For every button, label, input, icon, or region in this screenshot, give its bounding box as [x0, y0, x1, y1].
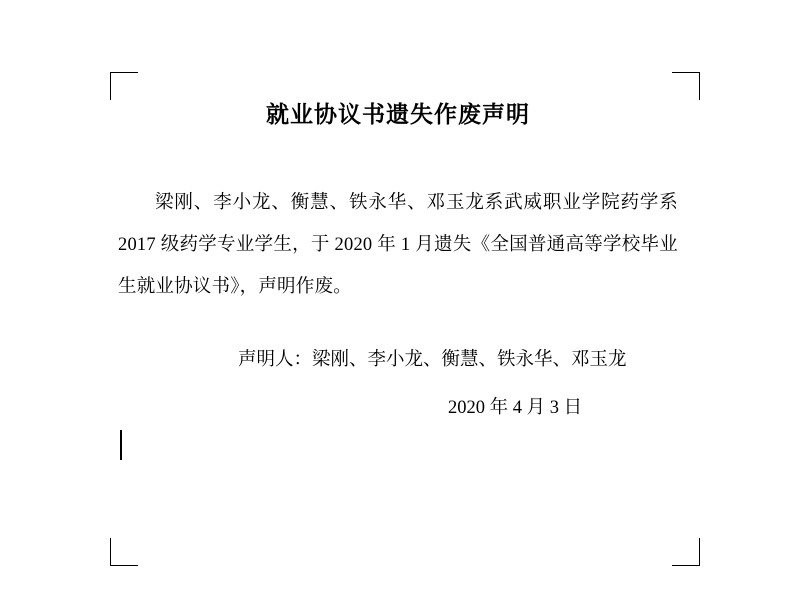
- margin-mark-bottom-left-icon: [110, 538, 138, 566]
- date-line: 2020 年 4 月 3 日: [448, 398, 583, 418]
- signature-line: 声明人：梁刚、李小龙、衡慧、铁永华、邓玉龙: [238, 350, 627, 370]
- document-body[interactable]: [118, 86, 678, 425]
- margin-mark-bottom-right-icon: [672, 538, 700, 566]
- document-title: 就业协议书遗失作废声明: [266, 102, 530, 127]
- document-paragraph: 梁刚、李小龙、衡慧、铁永华、邓玉龙系武威职业学院药学系 2017 级药学专业学生，于 2020 年 1 月遗失《全国普通高等学校毕业生就业协议书》，声明作废。: [118, 193, 678, 297]
- text-cursor: [120, 430, 122, 460]
